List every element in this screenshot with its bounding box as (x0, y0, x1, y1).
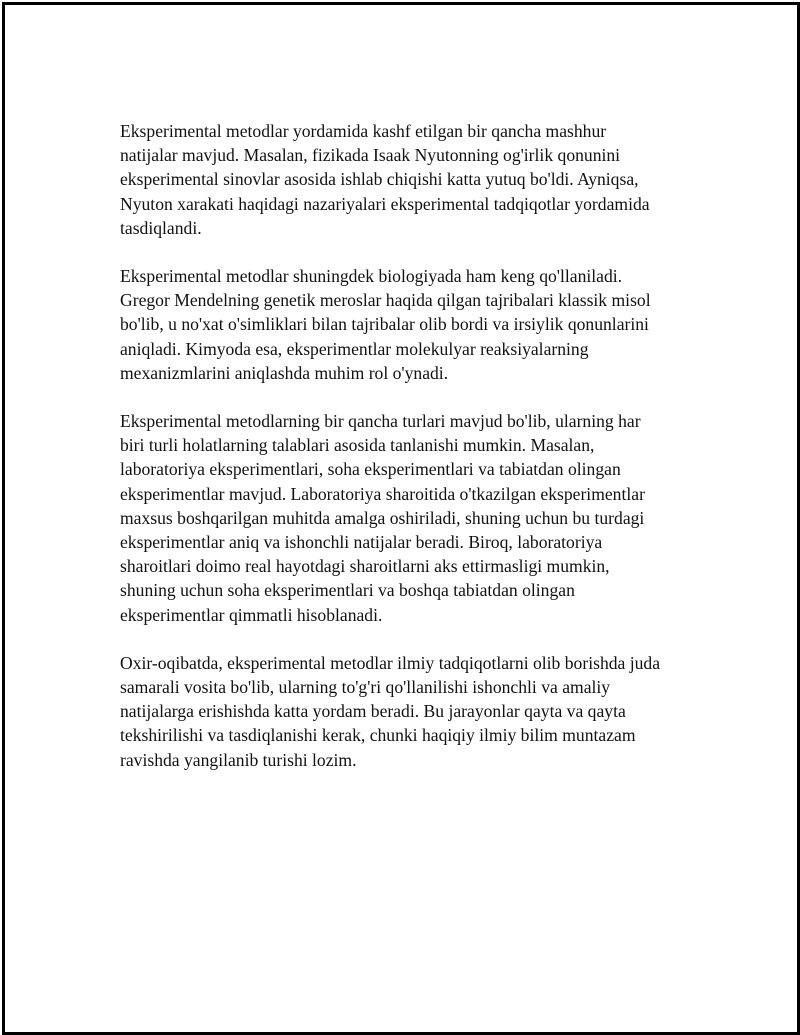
paragraph-4 (120, 651, 700, 772)
paragraph-line: ravishda yangilanib turishi lozim. (120, 749, 357, 770)
paragraph-line: Oxir-oqibatda, eksperimental metodlar ilmiy tadqiqotlarni olib borishda juda (120, 652, 661, 673)
paragraph-line: eksperimentlar qimmatli hisoblanadi. (120, 604, 383, 625)
paragraph-line: tasdiqlandi. (120, 217, 202, 238)
paragraph-line: natijalar mavjud. Masalan, fizikada Isaak Nyutonning og'irlik qonunini (120, 145, 621, 166)
paragraph-line: shuning uchun soha eksperimentlari va boshqa tabiatdan olingan (120, 580, 575, 601)
paragraph-1 (120, 119, 700, 240)
paragraph-line: tekshirilishi va tasdiqlanishi kerak, chunki haqiqiy ilmiy bilim muntazam (120, 725, 636, 746)
paragraph-line: samarali vosita bo'lib, ularning to'g'ri qo'llanilishi ishonchli va amaliy (120, 677, 611, 698)
paragraph-line: aniqladi. Kimyoda esa, eksperimentlar molekulyar reaksiyalarning (120, 338, 589, 359)
paragraph-line: Nyuton xarakati haqidagi nazariyalari eksperimental tadqiqotlar yordamida (120, 193, 650, 214)
paragraph-line: natijalarga erishishda katta yordam beradi. Bu jarayonlar qayta va qayta (120, 701, 626, 722)
paragraph-line: mexanizmlarini aniqlashda muhim rol o'ynadi. (120, 362, 449, 383)
paragraph-2 (120, 264, 700, 385)
paragraph-line: Eksperimental metodlarning bir qancha turlari mavjud bo'lib, ularning har (120, 411, 641, 432)
paragraph-line: sharoitlari doimo real hayotdagi sharoitlarni aks ettirmasligi mumkin, (120, 556, 610, 577)
paragraph-line: laboratoriya eksperimentlari, soha eksperimentlari va tabiatdan olingan (120, 459, 621, 480)
paragraph-line: biri turli holatlarning talablari asosida tanlanishi mumkin. Masalan, (120, 435, 595, 456)
paragraph-line: maxsus boshqarilgan muhitda amalga oshiriladi, shuning uchun bu turdagi (120, 507, 645, 528)
paragraph-line: Eksperimental metodlar shuningdek biologiyada ham keng qo'llaniladi. (120, 266, 623, 287)
page-border (2, 2, 800, 1035)
paragraph-3 (120, 409, 700, 627)
paragraph-line: eksperimental sinovlar asosida ishlab chiqishi katta yutuq bo'ldi. Ayniqsa, (120, 169, 639, 190)
paragraph-line: eksperimentlar mavjud. Laboratoriya sharoitida o'tkazilgan eksperimentlar (120, 483, 645, 504)
document-body (120, 119, 700, 796)
paragraph-line: Eksperimental metodlar yordamida kashf etilgan bir qancha mashhur (120, 121, 607, 141)
paragraph-line: eksperimentlar aniq va ishonchli natijalar beradi. Biroq, laboratoriya (120, 532, 603, 553)
paragraph-line: Gregor Mendelning genetik meroslar haqida qilgan tajribalari klassik misol (120, 290, 651, 311)
paragraph-line: bo'lib, u no'xat o'simliklari bilan tajribalar olib bordi va irsiylik qonunlarini (120, 314, 649, 335)
